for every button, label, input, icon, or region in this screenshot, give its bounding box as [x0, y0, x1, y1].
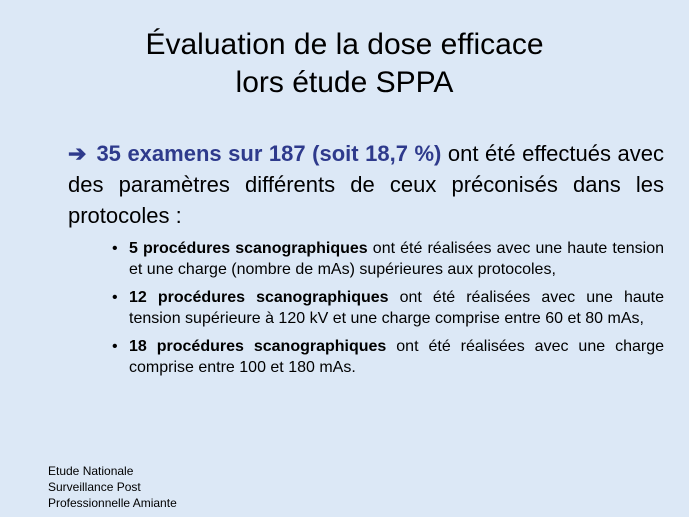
bullet-text: ont été réalisées avec une haute tension et une charge (nombre de mAs) supérieures aux protocoles, — [129, 240, 664, 278]
bullet-bold-text: 5 procédures scanographiques — [129, 240, 368, 257]
lead-text: ont été effectués avec des paramètres différents de ceux préconisés dans les protocoles : — [68, 141, 664, 228]
slide-title — [0, 26, 689, 102]
bullet-bold-text: 18 procédures scanographiques — [129, 338, 387, 355]
lead-highlight: 35 examens sur 187 (soit 18,7 %) — [96, 141, 442, 166]
slide-title-line-1: Évaluation de la dose efficace — [145, 28, 544, 61]
bullet-icon: • — [112, 338, 118, 355]
bullet-text: ont été réalisées avec une haute tension supérieure à 120 kV et une charge comprise entre 60 et 80 mAs, — [129, 289, 664, 327]
footer-caption — [48, 463, 177, 511]
bullet-icon: • — [112, 289, 118, 306]
list-item — [112, 238, 664, 280]
lead-paragraph — [68, 138, 664, 231]
bullet-text: ont été réalisées avec une charge comprise entre 100 et 180 mAs. — [129, 338, 664, 376]
footer-line-2: Surveillance Post — [48, 480, 141, 494]
list-item — [112, 287, 664, 329]
footer-line-1: Etude Nationale — [48, 464, 134, 478]
list-item — [112, 336, 664, 378]
bullet-icon: • — [112, 240, 118, 257]
right-arrow-icon: ➔ — [68, 141, 87, 166]
footer-line-3: Professionnelle Amiante — [48, 496, 177, 510]
bullet-list — [112, 238, 664, 385]
slide-title-line-2: lors étude SPPA — [235, 66, 454, 99]
bullet-bold-text: 12 procédures scanographiques — [129, 289, 389, 306]
